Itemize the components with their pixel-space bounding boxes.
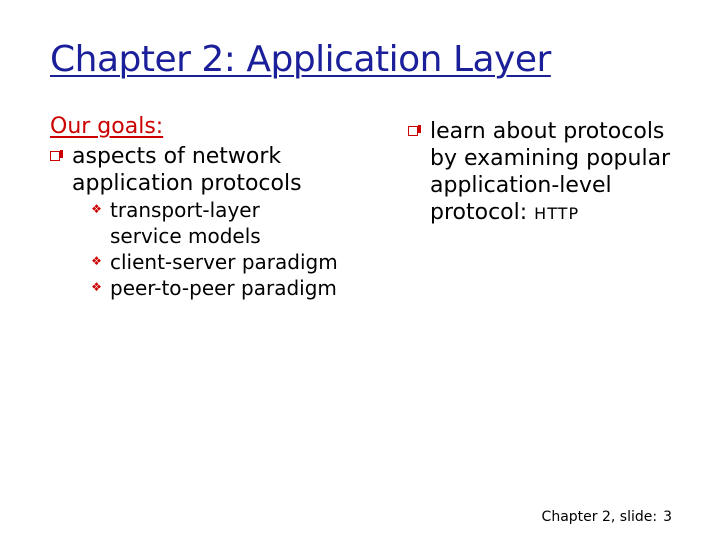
- sub-bullet-item: [50, 197, 380, 249]
- bullet-text-line: application protocols: [72, 171, 302, 196]
- goals-heading: Our goals:: [50, 114, 164, 139]
- bullet-text-prefix: protocol:: [430, 200, 535, 225]
- bullet-text-line: by examining popular: [430, 146, 671, 171]
- diamond-bullet-icon: ❖: [91, 254, 102, 268]
- right-column: [408, 118, 708, 227]
- slide-footer: [542, 508, 672, 526]
- sub-bullet-text-line: client-server paradigm: [110, 250, 338, 274]
- sub-bullet-text-line: service models: [110, 224, 261, 248]
- box-bullet-icon: [408, 126, 418, 136]
- box-bullet-icon: [50, 151, 60, 161]
- slide-title: Chapter 2: Application Layer: [50, 39, 551, 80]
- sub-bullet-item: [50, 275, 380, 301]
- diamond-bullet-icon: ❖: [91, 280, 102, 294]
- sub-bullet-text-line: transport-layer: [110, 198, 260, 222]
- sub-bullet-item: [50, 249, 380, 275]
- protocol-tag: HTTP: [534, 204, 580, 223]
- bullet-text-line: aspects of network: [72, 144, 282, 169]
- bullet-item: [50, 143, 380, 197]
- footer-label: Chapter 2, slide:: [541, 509, 658, 525]
- bullet-text-line: learn about protocols: [430, 119, 665, 144]
- diamond-bullet-icon: ❖: [91, 202, 102, 216]
- bullet-item: [408, 118, 708, 227]
- left-column: [50, 112, 380, 301]
- sub-bullet-text-line: peer-to-peer paradigm: [110, 276, 337, 300]
- bullet-text-line: application-level: [430, 173, 612, 198]
- slide-number: 3: [663, 509, 672, 525]
- bullet-text-line: [430, 199, 708, 227]
